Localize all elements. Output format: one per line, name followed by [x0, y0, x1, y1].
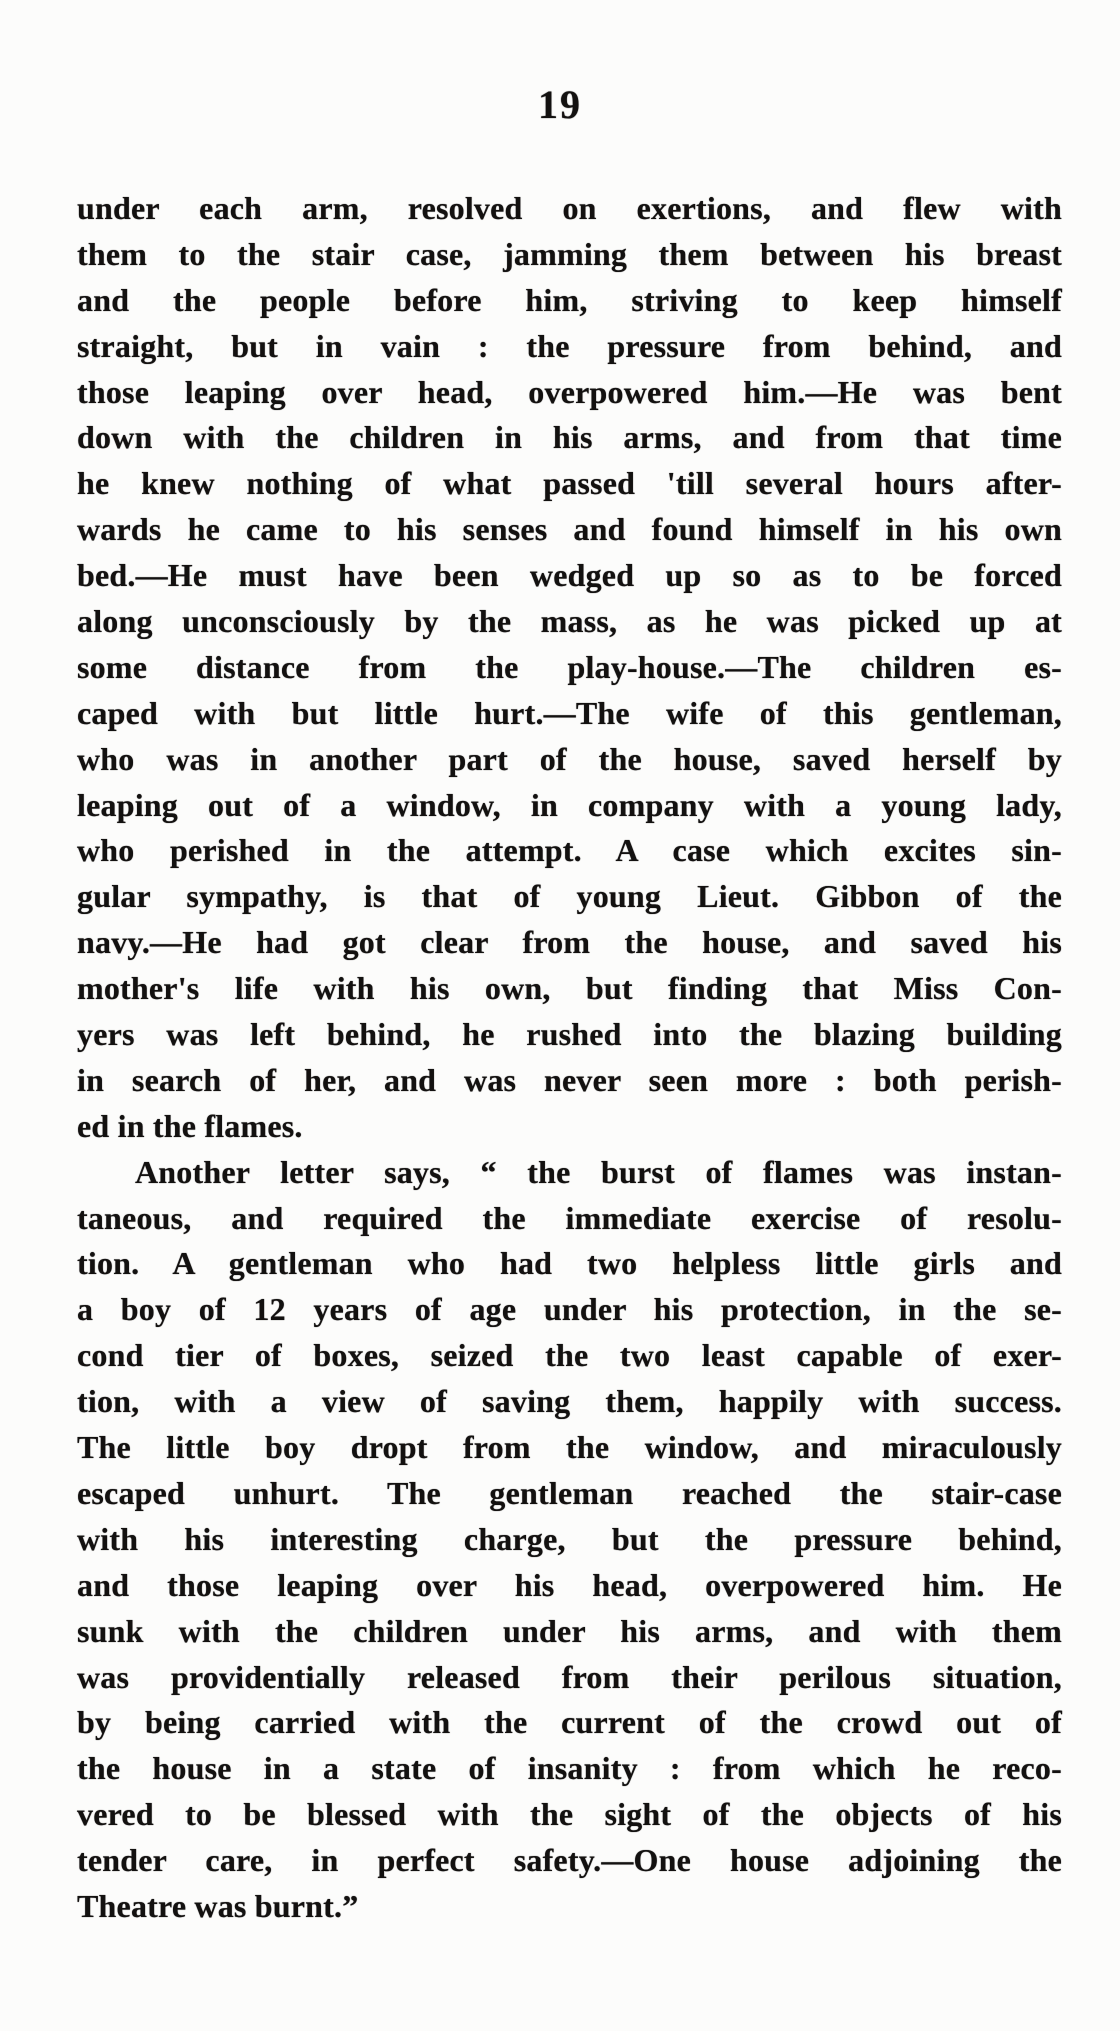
text-line: tion. A gentleman who had two helpless little girls and — [77, 1245, 1062, 1282]
text-line: leaping out of a window, in company with a young lady, — [77, 786, 1062, 823]
text-line: under each arm, resolved on exertions, and flew with — [77, 190, 1062, 226]
paragraph — [77, 186, 1062, 1150]
text-line: those leaping over head, overpowered him.—He was bent — [77, 373, 1062, 410]
text-line: and the people before him, striving to keep himself — [77, 281, 1062, 318]
text-line: and those leaping over his head, overpowered him. He — [77, 1566, 1062, 1603]
text-line: vered to be blessed with the sight of the objects of his — [77, 1796, 1062, 1833]
text-line: a boy of 12 years of age under his protection, in the se- — [77, 1291, 1062, 1328]
text-line: Theatre was burnt.” — [77, 1887, 359, 1924]
text-line: gular sympathy, is that of young Lieut. Gibbon of the — [77, 878, 1062, 915]
paragraph — [77, 1150, 1062, 1930]
text-line: taneous, and required the immediate exercise of resolu- — [77, 1199, 1062, 1236]
page-body — [77, 186, 1062, 1930]
text-line: sunk with the children under his arms, and with them — [77, 1612, 1062, 1649]
text-line: tion, with a view of saving them, happily with success. — [77, 1383, 1062, 1420]
text-line: mother's life with his own, but finding that Miss Con- — [77, 970, 1062, 1007]
text-line: wards he came to his senses and found himself in his own — [77, 511, 1062, 548]
text-line: along unconsciously by the mass, as he was picked up at — [77, 603, 1062, 640]
text-line: yers was left behind, he rushed into the blazing building — [77, 1016, 1062, 1053]
text-line: caped with but little hurt.—The wife of this gentleman, — [77, 694, 1062, 731]
text-line: by being carried with the current of the crowd out of — [77, 1704, 1062, 1741]
text-line: down with the children in his arms, and from that time — [77, 419, 1062, 456]
text-line: some distance from the play-house.—The children es- — [77, 648, 1062, 685]
text-line: who was in another part of the house, saved herself by — [77, 740, 1062, 777]
text-line: tender care, in perfect safety.—One house adjoining the — [77, 1842, 1062, 1879]
text-line: with his interesting charge, but the pressure behind, — [77, 1520, 1062, 1557]
text-line: ed in the flames. — [77, 1107, 303, 1144]
page-number: 19 — [538, 82, 582, 127]
text-line: escaped unhurt. The gentleman reached the stair-case — [77, 1474, 1062, 1511]
text-line: who perished in the attempt. A case which excites sin- — [77, 832, 1062, 869]
text-line: straight, but in vain : the pressure from behind, and — [77, 327, 1062, 364]
text-line: them to the stair case, jamming them between his breast — [77, 235, 1062, 272]
text-line: cond tier of boxes, seized the two least capable of exer- — [77, 1337, 1062, 1374]
text-line: Another letter says, “ the burst of flames was instan- — [135, 1153, 1062, 1190]
text-line: bed.—He must have been wedged up so as to be forced — [77, 557, 1062, 594]
text-line: was providentially released from their perilous situation, — [77, 1658, 1062, 1695]
text-line: The little boy dropt from the window, and miraculously — [77, 1429, 1062, 1466]
text-line: the house in a state of insanity : from which he reco- — [77, 1750, 1062, 1787]
text-line: in search of her, and was never seen more : both perish- — [77, 1061, 1062, 1098]
text-line: he knew nothing of what passed 'till several hours after- — [77, 465, 1062, 502]
text-line: navy.—He had got clear from the house, and saved his — [77, 924, 1062, 961]
